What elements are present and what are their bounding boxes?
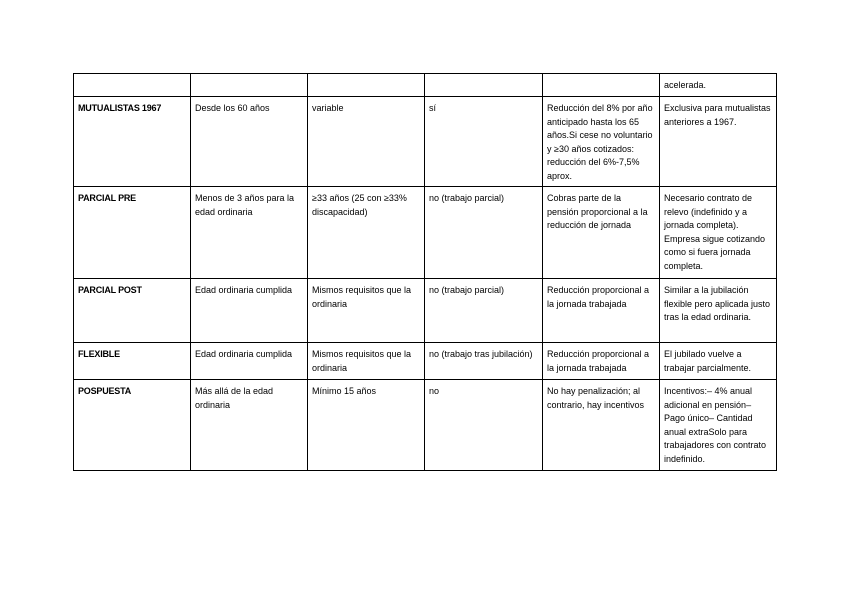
cell-cese: no (trabajo tras jubilación) [425, 343, 543, 380]
table-row [74, 343, 777, 380]
cell-observaciones: Incentivos:– 4% anual adicional en pensión– Pago único– Cantidad anual extraSolo para trabajadores con contrato indefinido. [660, 380, 777, 471]
cell-name: FLEXIBLE [74, 343, 191, 380]
cell-penalizacion: Cobras parte de la pensión proporcional a la reducción de jornada [543, 187, 660, 279]
cell-name: MUTUALISTAS 1967 [74, 97, 191, 187]
cell-cotizacion: ≥33 años (25 con ≥33% discapacidad) [308, 187, 425, 279]
cell-observaciones: Exclusiva para mutualistas anteriores a 1967. [660, 97, 777, 187]
cell-name: PARCIAL POST [74, 279, 191, 343]
cell-edad: Edad ordinaria cumplida [191, 343, 308, 380]
table-row [74, 380, 777, 471]
retirement-types-table [73, 73, 777, 471]
table-row [74, 187, 777, 279]
cell-observaciones: Necesario contrato de relevo (indefinido y a jornada completa). Empresa sigue cotizando como si fuera jornada completa. [660, 187, 777, 279]
cell-edad: Más allá de la edad ordinaria [191, 380, 308, 471]
table-row [74, 97, 777, 187]
cell-cotizacion [308, 74, 425, 97]
cell-observaciones: Similar a la jubilación flexible pero aplicada justo tras la edad ordinaria. [660, 279, 777, 343]
table-row [74, 74, 777, 97]
cell-cese: sí [425, 97, 543, 187]
table-row [74, 279, 777, 343]
cell-penalizacion: Reducción proporcional a la jornada trabajada [543, 279, 660, 343]
cell-penalizacion: Reducción del 8% por año anticipado hasta los 65 años.Si cese no voluntario y ≥30 años cotizados: reducción del 6%-7,5% aprox. [543, 97, 660, 187]
cell-penalizacion [543, 74, 660, 97]
cell-cese [425, 74, 543, 97]
cell-edad: Desde los 60 años [191, 97, 308, 187]
cell-observaciones: El jubilado vuelve a trabajar parcialmente. [660, 343, 777, 380]
cell-edad [191, 74, 308, 97]
cell-observaciones: acelerada. [660, 74, 777, 97]
cell-cotizacion: Mínimo 15 años [308, 380, 425, 471]
cell-cotizacion: variable [308, 97, 425, 187]
cell-cese: no [425, 380, 543, 471]
cell-cotizacion: Mismos requisitos que la ordinaria [308, 343, 425, 380]
cell-cese: no (trabajo parcial) [425, 187, 543, 279]
cell-edad: Menos de 3 años para la edad ordinaria [191, 187, 308, 279]
cell-cese: no (trabajo parcial) [425, 279, 543, 343]
cell-name [74, 74, 191, 97]
cell-cotizacion: Mismos requisitos que la ordinaria [308, 279, 425, 343]
cell-edad: Edad ordinaria cumplida [191, 279, 308, 343]
cell-name: POSPUESTA [74, 380, 191, 471]
cell-name: PARCIAL PRE [74, 187, 191, 279]
cell-penalizacion: No hay penalización; al contrario, hay incentivos [543, 380, 660, 471]
cell-penalizacion: Reducción proporcional a la jornada trabajada [543, 343, 660, 380]
